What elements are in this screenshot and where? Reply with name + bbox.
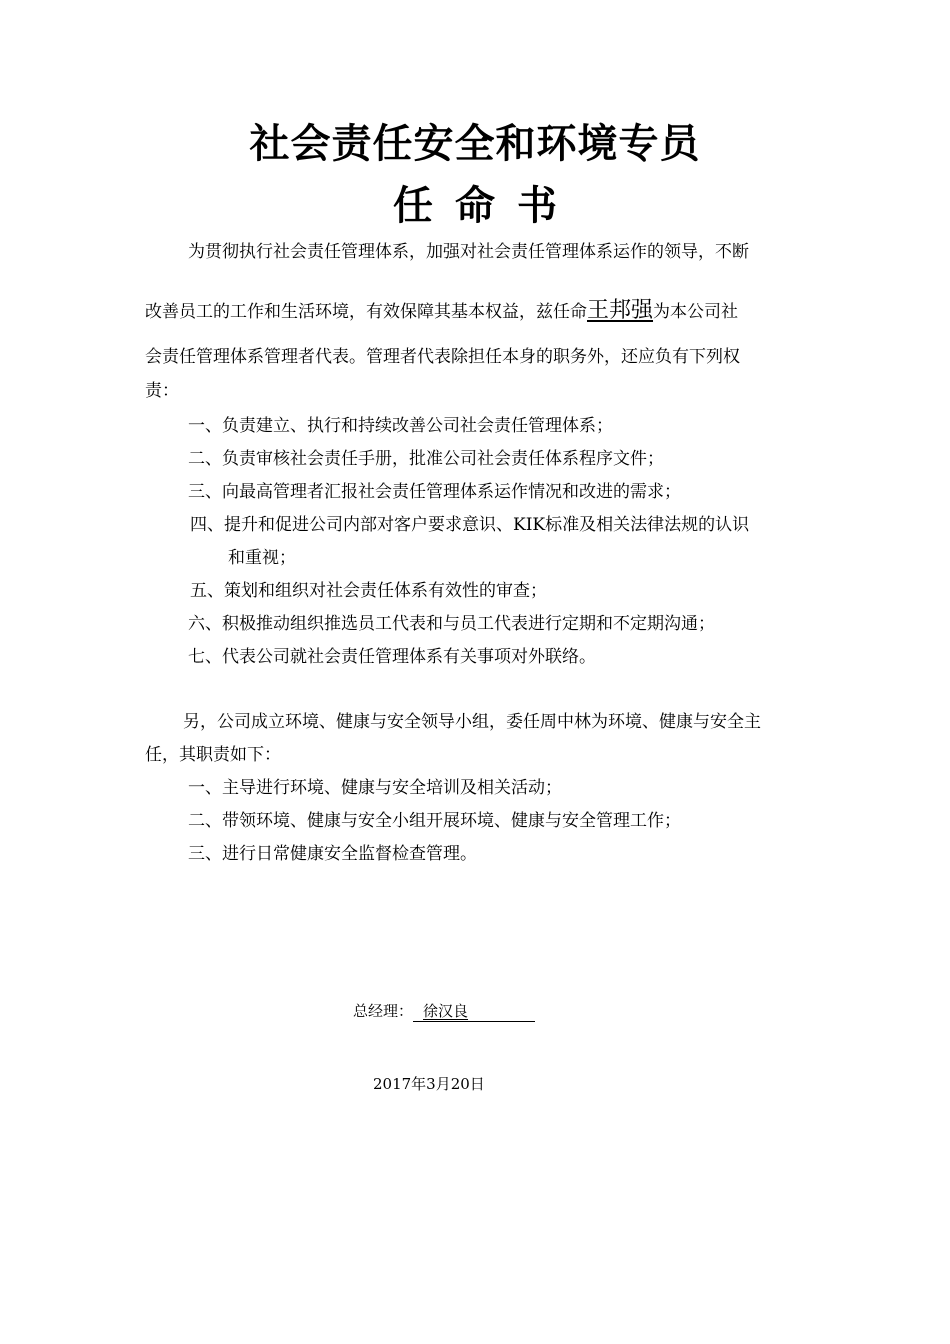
ehs-paragraph-line-2: 任，其职责如下： <box>145 745 281 765</box>
duty-item: 七、代表公司就社会责任管理体系有关事项对外联络。 <box>188 647 596 667</box>
duty-item: 六、积极推动组织推选员工代表和与员工代表进行定期和不定期沟通； <box>188 614 715 634</box>
intro-paragraph-line-3: 会责任管理体系管理者代表。管理者代表除担任本身的职务外，还应负有下列权 <box>145 347 740 367</box>
intro-text-before-name: 改善员工的工作和生活环境，有效保障其基本权益，兹任命 <box>145 302 587 322</box>
duty-item: 五、策划和组织对社会责任体系有效性的审查； <box>190 581 547 601</box>
duty-item: 三、向最高管理者汇报社会责任管理体系运作情况和改进的需求； <box>188 482 681 502</box>
signature-name: 徐汉良 <box>413 1001 535 1022</box>
ehs-duty-item: 三、进行日常健康安全监督检查管理。 <box>188 844 477 864</box>
ehs-duty-item: 一、主导进行环境、健康与安全培训及相关活动； <box>188 778 562 798</box>
document-title: 社会责任安全和环境专员 <box>249 121 701 167</box>
intro-text-after-name: 为本公司社 <box>653 302 739 322</box>
duty-item-continuation: 和重视； <box>228 548 296 568</box>
document-subtitle: 任命书 <box>393 183 579 229</box>
duty-item: 一、负责建立、执行和持续改善公司社会责任管理体系； <box>188 416 613 436</box>
signature-block <box>353 999 535 1023</box>
ehs-paragraph-line-1: 另，公司成立环境、健康与安全领导小组，委任周中林为环境、健康与安全主 <box>183 712 761 732</box>
ehs-duty-item: 二、带领环境、健康与安全小组开展环境、健康与安全管理工作； <box>188 811 681 831</box>
signature-label: 总经理： <box>353 1002 414 1020</box>
intro-paragraph-line-1: 为贯彻执行社会责任管理体系，加强对社会责任管理体系运作的领导，不断 <box>188 242 749 262</box>
document-date: 2017年3月20日 <box>373 1075 485 1093</box>
duty-item: 四、提升和促进公司内部对客户要求意识、KIK标准及相关法律法规的认识 <box>190 515 750 535</box>
intro-paragraph-line-2 <box>145 299 738 324</box>
intro-paragraph-line-4: 责： <box>145 381 179 401</box>
duty-item: 二、负责审核社会责任手册，批准公司社会责任体系程序文件； <box>188 449 664 469</box>
appointee-name: 王邦强 <box>587 298 654 323</box>
